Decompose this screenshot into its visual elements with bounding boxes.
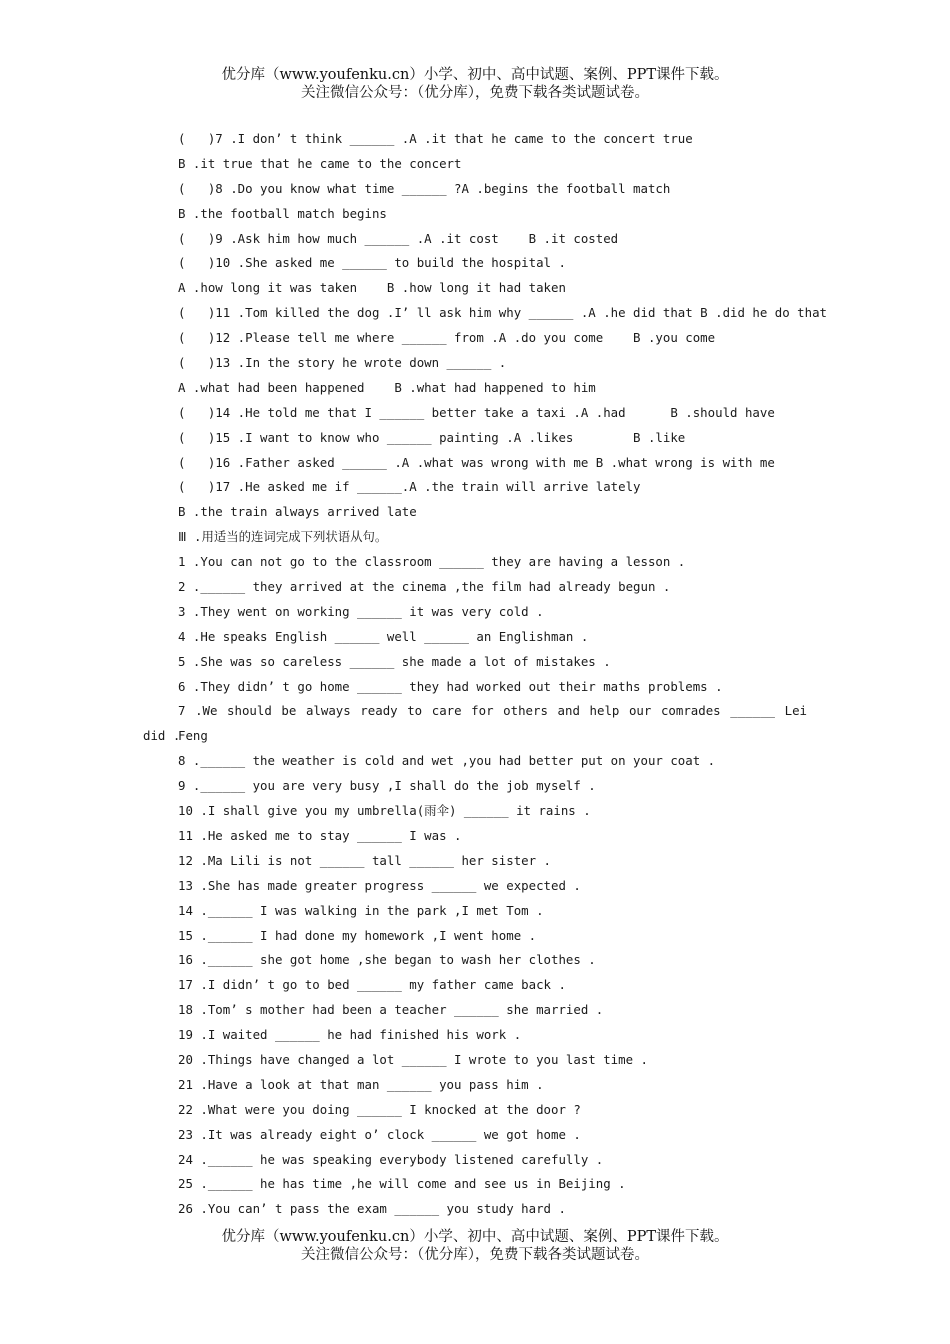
question-7-option-b: B .it true that he came to the concert bbox=[178, 155, 462, 171]
footer-line-2: 关注微信公众号：（优分库），免费下载各类试题试卷。 bbox=[301, 1247, 649, 1263]
question-13: ( )13 .In the story he wrote down ______ . bbox=[178, 355, 507, 371]
question-9: ( )9 .Ask him how much ______ .A .it cost B .it costed bbox=[178, 230, 619, 246]
exercise-9: 9 .______ you are very busy ,I shall do the job myself . bbox=[178, 778, 596, 794]
exercise-11: 11 .He asked me to stay ______ I was . bbox=[178, 827, 462, 843]
question-8: ( )8 .Do you know what time ______ ?A .begins the football match bbox=[178, 180, 671, 196]
exercise-20: 20 .Things have changed a lot ______ I wrote to you last time . bbox=[178, 1051, 648, 1067]
header-line-1: 优分库（www.youfenku.cn）小学、初中、高中试题、案例、PPT课件下载。 bbox=[221, 67, 729, 83]
question-14: ( )14 .He told me that I ______ better take a taxi .A .had B .should have bbox=[178, 404, 775, 420]
question-7: ( )7 .I don’ t think ______ .A .it that he came to the concert true bbox=[178, 131, 693, 146]
header-line-2: 关注微信公众号：（优分库），免费下载各类试题试卷。 bbox=[301, 85, 649, 101]
exercise-24: 24 .______ he was speaking everybody listened carefully . bbox=[178, 1151, 604, 1167]
exercise-12: 12 .Ma Lili is not ______ tall ______ her sister . bbox=[178, 852, 551, 868]
exercise-17: 17 .I didn’ t go to bed ______ my father came back . bbox=[178, 977, 566, 993]
exercise-23: 23 .It was already eight o’ clock ______ we got home . bbox=[178, 1126, 581, 1142]
question-17: ( )17 .He asked me if ______.A .the train will arrive lately bbox=[178, 479, 641, 495]
question-11: ( )11 .Tom killed the dog .I’ ll ask him why ______ .A .he did that B .did he do that bbox=[178, 305, 828, 321]
exercise-21: 21 .Have a look at that man ______ you pass him . bbox=[178, 1076, 544, 1092]
section-heading: Ⅲ .用适当的连词完成下列状语从句。 bbox=[178, 529, 388, 545]
exercise-25: 25 .______ he has time ,he will come and see us in Beijing . bbox=[178, 1176, 626, 1192]
exercise-14: 14 .______ I was walking in the park ,I met Tom . bbox=[178, 902, 544, 918]
exercise-body bbox=[0, 127, 950, 1222]
question-12: ( )12 .Please tell me where ______ from .A .do you come B .you come bbox=[178, 330, 716, 346]
exercise-8: 8 .______ the weather is cold and wet ,you had better put on your coat . bbox=[178, 753, 716, 769]
question-17-option-b: B .the train always arrived late bbox=[178, 504, 417, 520]
exercise-15: 15 .______ I had done my homework ,I went home . bbox=[178, 927, 537, 943]
exercise-7: 7 .We should be always ready to care for others and help our comrades ______ Lei Feng bbox=[178, 703, 807, 744]
exercise-2: 2 .______ they arrived at the cinema ,the film had already begun . bbox=[178, 579, 671, 595]
question-16: ( )16 .Father asked ______ .A .what was wrong with me B .what wrong is with me bbox=[178, 454, 775, 470]
exercise-3: 3 .They went on working ______ it was very cold . bbox=[178, 603, 544, 619]
question-8-option-b: B .the football match begins bbox=[178, 205, 387, 221]
exercise-1: 1 .You can not go to the classroom ______ they are having a lesson . bbox=[178, 554, 686, 570]
exercise-4: 4 .He speaks English ______ well ______ an Englishman . bbox=[178, 628, 589, 644]
question-13-options: A .what had been happened B .what had happened to him bbox=[178, 379, 596, 395]
exercise-5: 5 .She was so careless ______ she made a lot of mistakes . bbox=[178, 653, 611, 669]
exercise-16: 16 .______ she got home ,she began to wash her clothes . bbox=[178, 952, 596, 968]
exercise-13: 13 .She has made greater progress ______ we expected . bbox=[178, 877, 581, 893]
exercise-7-continued: did . bbox=[143, 728, 181, 744]
footer-line-1: 优分库（www.youfenku.cn）小学、初中、高中试题、案例、PPT课件下载。 bbox=[221, 1229, 729, 1245]
page-header bbox=[0, 66, 950, 102]
exercise-26: 26 .You can’ t pass the exam ______ you study hard . bbox=[178, 1201, 566, 1217]
question-15: ( )15 .I want to know who ______ painting .A .likes B .like bbox=[178, 429, 686, 445]
exercise-19: 19 .I waited ______ he had finished his work . bbox=[178, 1027, 522, 1043]
exercise-22: 22 .What were you doing ______ I knocked at the door ? bbox=[178, 1101, 581, 1117]
exercise-18: 18 .Tom’ s mother had been a teacher ______ she married . bbox=[178, 1002, 604, 1018]
exercise-10: 10 .I shall give you my umbrella(雨伞) ______ it rains . bbox=[178, 803, 591, 819]
page-footer bbox=[0, 1228, 950, 1264]
question-10-options: A .how long it was taken B .how long it had taken bbox=[178, 280, 566, 296]
exercise-6: 6 .They didn’ t go home ______ they had worked out their maths problems . bbox=[178, 678, 723, 694]
question-10: ( )10 .She asked me ______ to build the hospital . bbox=[178, 255, 566, 271]
